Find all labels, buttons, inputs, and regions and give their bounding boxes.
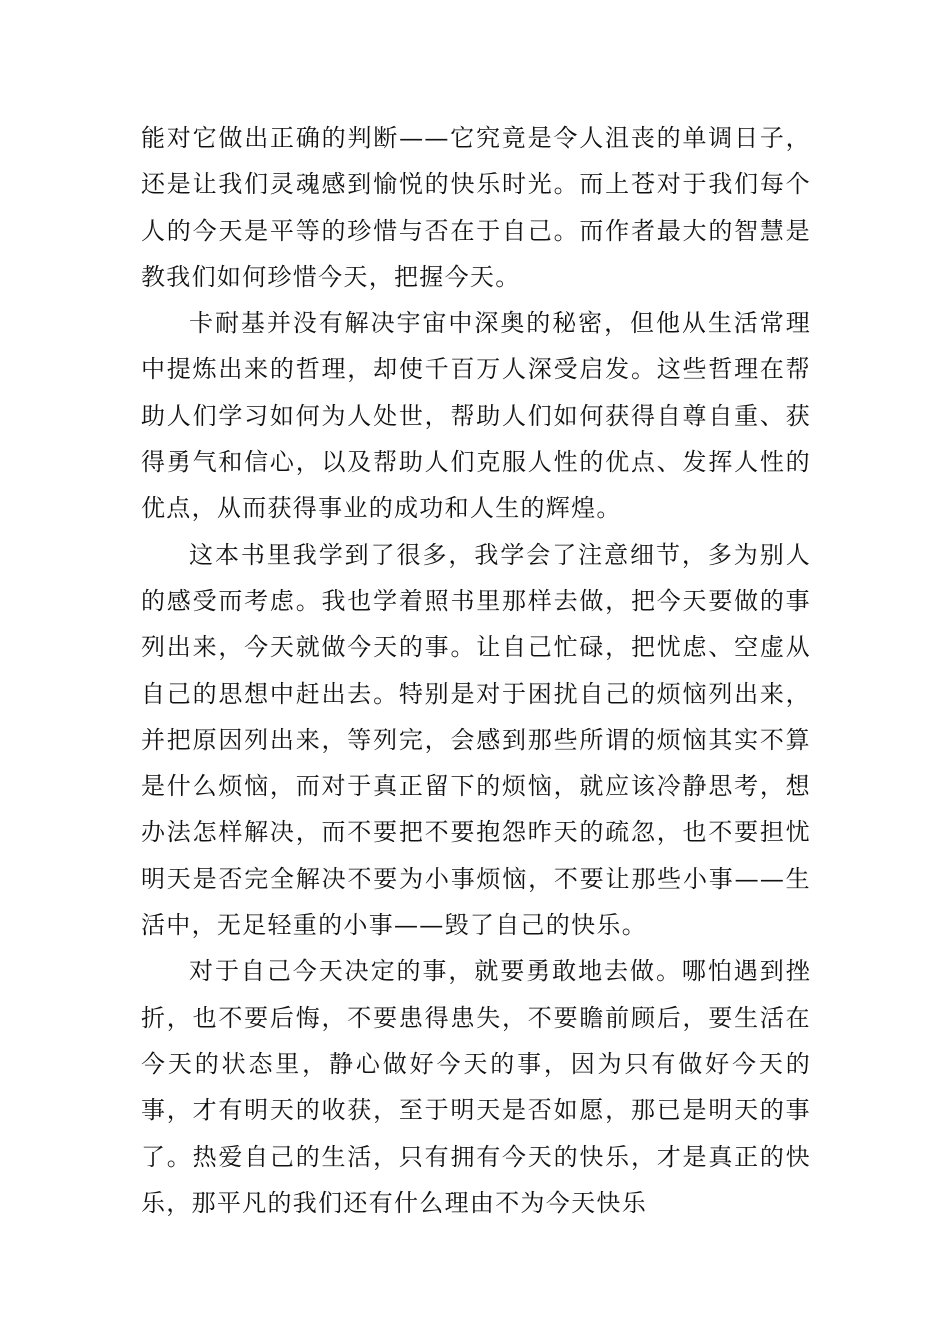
paragraph-continuation: 能对它做出正确的判断——它究竟是令人沮丧的单调日子，还是让我们灵魂感到愉悦的快乐时光。而上苍对于我们每个人的今天是平等的珍惜与否在于自己。而作者最大的智慧是教我们如何珍惜今天，把握今天。 — [141, 124, 811, 291]
paragraph-lessons: 这本书里我学到了很多，我学会了注意细节，多为别人的感受而考虑。我也学着照书里那样去做，把今天要做的事列出来，今天就做今天的事。让自己忙碌，把忧虑、空虚从自己的思想中赶出去。特别是对于困扰自己的烦恼列出来，并把原因列出来，等列完，会感到那些所谓的烦恼其实不算是什么烦恼，而对于真正留下的烦恼，就应该冷静思考，想办法怎样解决，而不要把不要抱怨昨天的疏忽，也不要担忧明天是否完全解决不要为小事烦恼，不要让那些小事——生活中，无足轻重的小事——毁了自己的快乐。 — [141, 540, 811, 940]
paragraph-carnegie: 卡耐基并没有解决宇宙中深奥的秘密，但他从生活常理中提炼出来的哲理，却使千百万人深受启发。这些哲理在帮助人们学习如何为人处世，帮助人们如何获得自尊自重、获得勇气和信心，以及帮助人们克服人性的优点、发挥人性的优点，从而获得事业的成功和人生的辉煌。 — [141, 309, 811, 523]
document-body — [141, 115, 811, 1226]
paragraph-today: 对于自己今天决定的事，就要勇敢地去做。哪怕遇到挫折，也不要后悔，不要患得患失，不要瞻前顾后，要生活在今天的状态里，静心做好今天的事，因为只有做好今天的事，才有明天的收获，至于明天是否如愿，那已是明天的事了。热爱自己的生活，只有拥有今天的快乐，才是真正的快乐，那平凡的我们还有什么理由不为今天快乐 — [141, 957, 811, 1217]
